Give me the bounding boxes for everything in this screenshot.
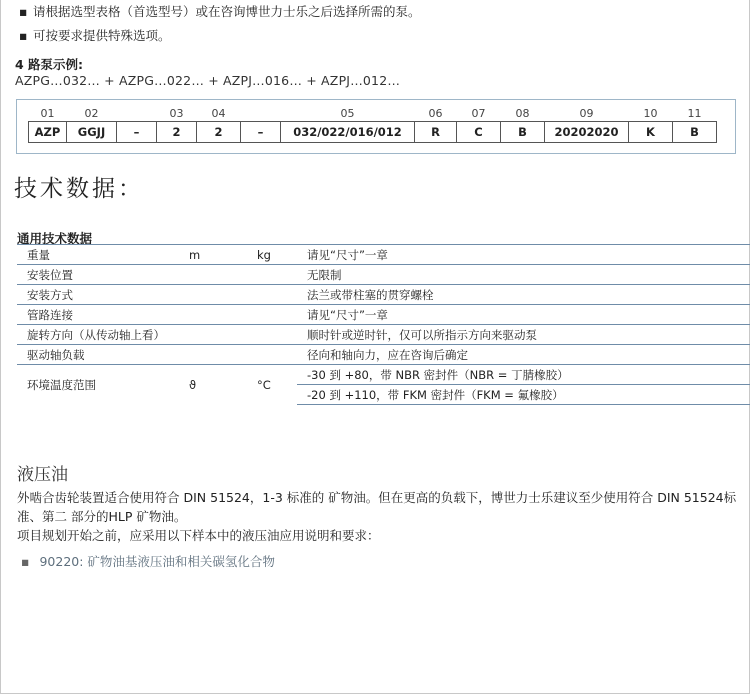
note-text: 请根据选型表格（首选型号）或在咨询博世力士乐之后选择所需的泵。	[33, 4, 421, 19]
tech-data-heading: 技术数据：	[14, 176, 144, 202]
code-value: AZP	[29, 122, 67, 143]
code-value: B	[673, 122, 717, 143]
spec-value: 径向和轴向力，应在咨询后确定	[297, 345, 750, 365]
table-row	[17, 325, 750, 345]
spec-label: 安装方式	[17, 285, 177, 305]
table-row	[17, 265, 750, 285]
spec-value: 无限制	[297, 265, 750, 285]
spec-unit: kg	[247, 245, 297, 265]
code-position-number: 09	[579, 107, 594, 120]
spec-value: 请见“尺寸”一章	[297, 245, 750, 265]
spec-unit	[247, 265, 297, 285]
spec-value: 请见“尺寸”一章	[297, 305, 750, 325]
code-value: C	[457, 122, 501, 143]
spec-value: 法兰或带柱塞的贯穿螺栓	[297, 285, 750, 305]
type-code-table	[28, 106, 717, 143]
code-value: K	[629, 122, 673, 143]
code-position-number: 02	[84, 107, 99, 120]
table-row	[17, 345, 750, 365]
paragraph: 外啮合齿轮装置适合使用符合 DIN 51524，1-3 标准的 矿物油。但在更高的负载下，博世力士乐建议至少使用符合 DIN 51524标准、第二 部分的HLP 矿物油。	[17, 490, 737, 524]
spec-label: 驱动轴负载	[17, 345, 177, 365]
spec-table-title: 通用技术数据	[17, 231, 93, 246]
code-value: B	[501, 122, 545, 143]
spec-label: 安装位置	[17, 265, 177, 285]
note-list	[19, 2, 421, 50]
hydraulic-oil-text	[17, 488, 747, 545]
spec-unit	[247, 285, 297, 305]
code-value: 20202020	[545, 122, 629, 143]
code-value: –	[117, 122, 157, 143]
code-value: 2	[157, 122, 197, 143]
spec-unit	[247, 305, 297, 325]
spec-label: 环境温度范围	[17, 365, 177, 405]
spec-value: -30 到 +80，带 NBR 密封件（NBR = 丁腈橡胶）	[297, 365, 750, 385]
spec-label: 重量	[17, 245, 177, 265]
code-value: 032/022/016/012	[281, 122, 415, 143]
code-value: –	[241, 122, 281, 143]
hydraulic-oil-heading: 液压油	[17, 465, 68, 485]
spec-unit	[247, 345, 297, 365]
type-code-box	[16, 99, 736, 154]
reference-list	[21, 552, 275, 570]
code-value: 2	[197, 122, 241, 143]
spec-label: 旋转方向（从传动轴上看）	[17, 325, 177, 345]
spec-value: 顺时针或逆时针，仅可以所指示方向来驱动泵	[297, 325, 750, 345]
bullet-dot: ▪	[19, 4, 28, 19]
code-position-number	[241, 106, 281, 122]
table-row	[17, 285, 750, 305]
spec-symbol	[177, 305, 247, 325]
code-position-number: 07	[471, 107, 486, 120]
table-row	[17, 365, 750, 385]
example-line: AZPG…032… + AZPG…022… + AZPJ…016… + AZPJ…012…	[15, 73, 401, 88]
spec-label: 管路连接	[17, 305, 177, 325]
code-position-number: 03	[169, 107, 184, 120]
bullet-dot: ▪	[21, 554, 30, 569]
spec-unit: °C	[247, 365, 297, 405]
table-row	[17, 305, 750, 325]
code-position-number: 04	[211, 107, 226, 120]
code-position-number: 01	[40, 107, 55, 120]
spec-symbol	[177, 285, 247, 305]
code-position-number	[117, 106, 157, 122]
code-value: GGJJ	[67, 122, 117, 143]
list-item	[19, 26, 421, 50]
list-item	[19, 2, 421, 26]
paragraph: 项目规划开始之前，应采用以下样本中的液压油应用说明和要求：	[17, 528, 380, 543]
code-position-number: 10	[643, 107, 658, 120]
spec-table	[17, 244, 750, 405]
spec-symbol: ϑ	[177, 365, 247, 405]
spec-symbol	[177, 265, 247, 285]
bullet-dot: ▪	[19, 28, 28, 43]
spec-value: -20 到 +110，带 FKM 密封件（FKM = 氟橡胶）	[297, 385, 750, 405]
example-title: 4 路泵示例:	[15, 57, 84, 72]
spec-symbol	[177, 325, 247, 345]
reference-link[interactable]: 90220: 矿物油基液压油和相关碳氢化合物	[39, 554, 275, 569]
spec-unit	[247, 325, 297, 345]
code-value: R	[415, 122, 457, 143]
note-text: 可按要求提供特殊选项。	[33, 28, 171, 43]
table-row	[17, 245, 750, 265]
code-position-number: 11	[687, 107, 702, 120]
spec-symbol: m	[177, 245, 247, 265]
code-position-number: 05	[340, 107, 355, 120]
code-position-number: 08	[515, 107, 530, 120]
code-position-number: 06	[428, 107, 443, 120]
spec-symbol	[177, 345, 247, 365]
